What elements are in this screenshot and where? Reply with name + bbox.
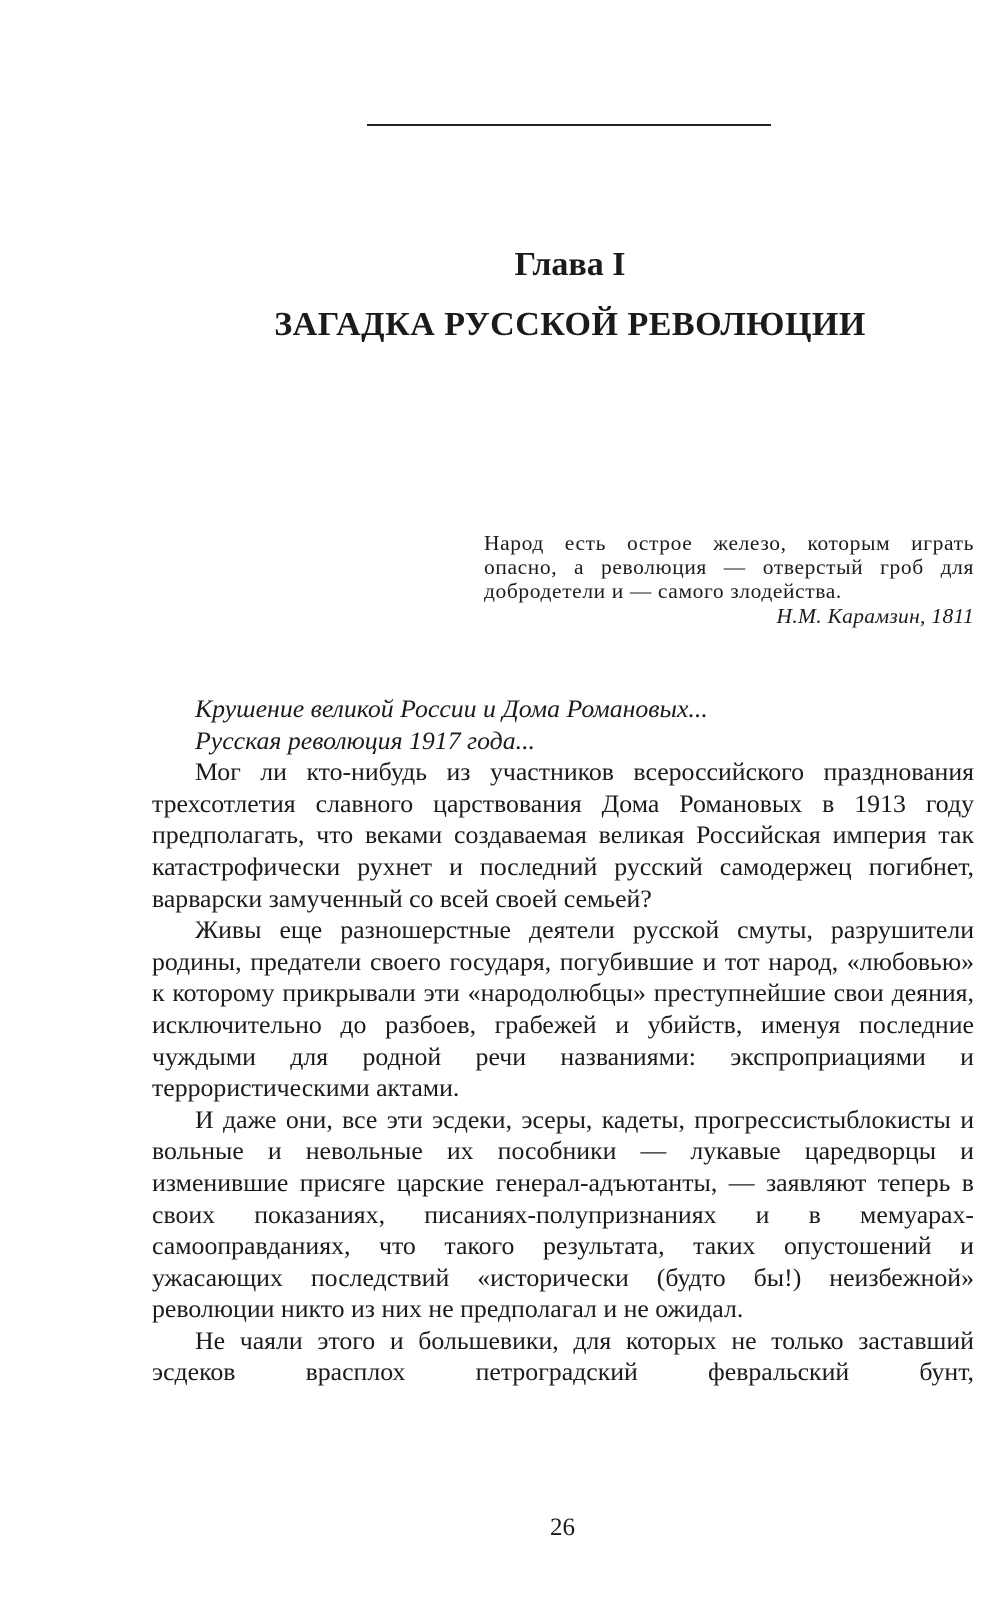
paragraph-italic-1: Крушение великой России и Дома Романовых... [195,694,708,723]
paragraph-italic-2: Русская революция 1917 года... [195,725,535,755]
chapter-title: ЗАГАДКА РУССКОЙ РЕВОЛЮЦИИ [274,306,866,343]
paragraph-4: Не чаяли этого и большевики, для которых не только заставший эсдеков врасплох петроградский февральский бунт, [152,1325,974,1387]
epigraph-text: Народ есть острое железо, которым играть опасно, а революция — отверстый гроб для добродетели и — самого злодейства. [484,531,974,603]
body-text [152,693,974,1388]
paragraph-3: И даже они, все эти эсдеки, эсеры, кадеты, прогрессистыблокисты и вольные и невольные их пособники — лукавые царедворцы и изменившие присяге царские генерал-адъютанты, — заявляют теперь в своих показаниях, писаниях-полупризнаниях и в мемуарах-самооправданиях, что такого результата, таких опустошений и ужасающих последствий «исторически (будто бы!) неизбежной» революции никто из них не предполагал и не ожидал. [152,1104,974,1324]
epigraph [484,531,974,628]
page-number: 26 [550,1514,575,1541]
paragraph-1: Мог ли кто-нибудь из участников всероссийского празднования трехсотлетия славного царствования Дома Романовых в 1913 году предполагать, что веками создаваемая великая Российская империя так катастрофически рухнет и последний русский самодержец погибнет, варварски замученный со всей своей семьей? [152,757,974,913]
epigraph-author: Н.М. Карамзин, 1811 [776,604,974,628]
top-rule [367,124,771,126]
chapter-label: Глава I [514,246,626,283]
paragraph-2: Живы еще разношерстные деятели русской смуты, разрушители родины, предатели своего государя, погубившие и тот народ, «любовью» к которому прикрывали эти «народолюбцы» преступнейшие свои деяния, исключительно до разбоев, грабежей и убийств, именуя последние чуждыми для родной речи названиями: экспроприациями и террористическими актами. [152,915,974,1103]
